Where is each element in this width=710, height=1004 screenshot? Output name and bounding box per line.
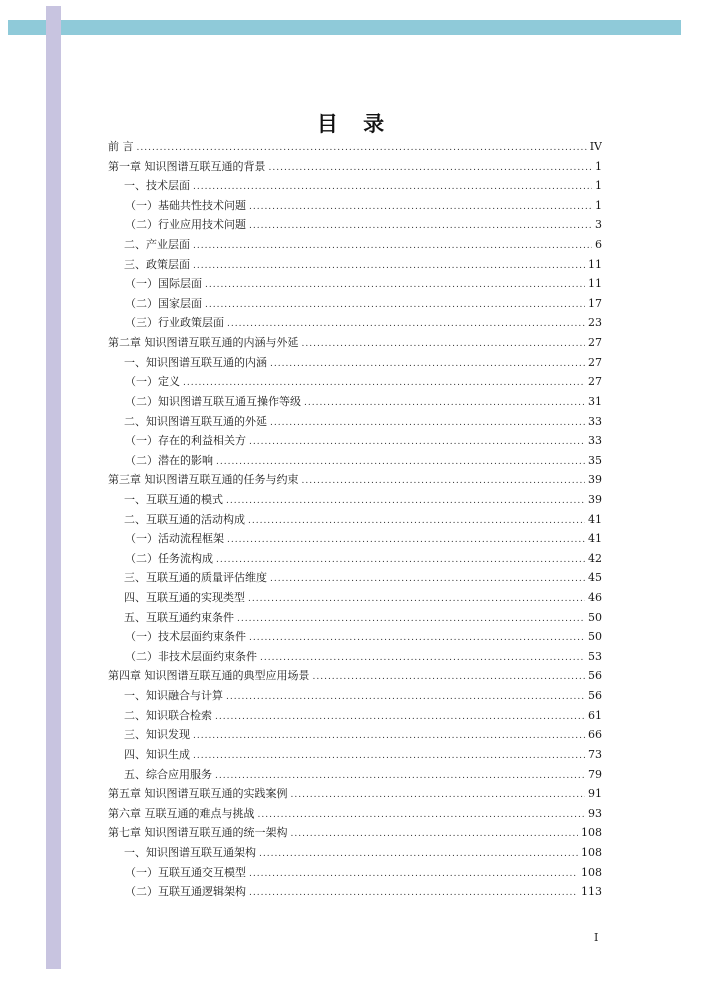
toc-entry-page: 11 (588, 257, 602, 271)
toc-entry-label: （一）国际层面 (125, 277, 202, 291)
toc-dot-leader (270, 414, 585, 432)
page-number: I (594, 931, 599, 944)
toc-dot-leader (215, 767, 585, 785)
toc-entry-label: （一）基础共性技术问题 (125, 198, 246, 212)
toc-dot-leader (249, 433, 585, 451)
toc-entry-page: 79 (588, 767, 602, 781)
toc-dot-leader (258, 806, 586, 824)
toc-entry-page: 23 (588, 316, 602, 330)
toc-entry-page: 50 (588, 630, 602, 644)
toc-chapter-entry[interactable] (108, 157, 602, 177)
toc-section-entry[interactable] (108, 765, 602, 785)
toc-chapter-entry[interactable] (108, 470, 602, 490)
toc-entry-page: 39 (588, 492, 602, 506)
toc-chapter-entry[interactable] (108, 333, 602, 353)
toc-dot-leader (313, 668, 586, 686)
toc-dot-leader (291, 825, 579, 843)
toc-section-entry[interactable] (108, 706, 602, 726)
toc-entry-label: （一）定义 (125, 375, 180, 389)
toc-entry-label: （一）互联互通交互模型 (125, 865, 246, 879)
toc-entry-page: 50 (588, 610, 602, 624)
toc-entry-label: 第六章 互联互通的难点与挑战 (108, 806, 255, 820)
toc-dot-leader (304, 394, 585, 412)
toc-subsection-entry[interactable] (108, 196, 602, 216)
toc-entry-label: 一、知识融合与计算 (124, 689, 223, 703)
toc-entry-label: 五、互联互通约束条件 (124, 610, 234, 624)
toc-entry-page: 108 (581, 845, 602, 859)
toc-entry-label: （一）技术层面约束条件 (125, 630, 246, 644)
toc-chapter-entry[interactable] (108, 137, 602, 157)
toc-entry-label: （二）知识图谱互联互通互操作等级 (125, 394, 301, 408)
toc-entry-page: 56 (588, 669, 602, 683)
toc-dot-leader (205, 276, 585, 294)
toc-dot-leader (237, 610, 585, 628)
toc-entry-label: 一、技术层面 (124, 179, 190, 193)
toc-dot-leader (249, 198, 592, 216)
toc-entry-label: （二）行业应用技术问题 (125, 218, 246, 232)
side-decorative-band (46, 6, 61, 969)
toc-entry-label: 五、综合应用服务 (124, 767, 212, 781)
toc-entry-page: 27 (588, 336, 602, 350)
toc-section-entry[interactable] (108, 412, 602, 432)
toc-entry-page: 113 (581, 885, 602, 899)
toc-entry-page: 45 (588, 571, 602, 585)
toc-entry-label: 一、知识图谱互联互通的内涵 (124, 355, 267, 369)
toc-section-entry[interactable] (108, 745, 602, 765)
toc-entry-page: 1 (595, 159, 602, 173)
toc-subsection-entry[interactable] (108, 549, 602, 569)
toc-entry-label: 二、互联互通的活动构成 (124, 512, 245, 526)
toc-entry-label: 第二章 知识图谱互联互通的内涵与外延 (108, 336, 299, 350)
toc-entry-label: （二）潜在的影响 (125, 453, 213, 467)
page-title: 目 录 (316, 112, 394, 136)
toc-dot-leader (193, 237, 592, 255)
toc-entry-label: （二）国家层面 (125, 296, 202, 310)
toc-dot-leader (249, 217, 592, 235)
toc-subsection-entry[interactable] (108, 431, 602, 451)
toc-subsection-entry[interactable] (108, 392, 602, 412)
toc-dot-leader (248, 512, 585, 530)
toc-subsection-entry[interactable] (108, 294, 602, 314)
toc-section-entry[interactable] (108, 686, 602, 706)
toc-chapter-entry[interactable] (108, 666, 602, 686)
toc-section-entry[interactable] (108, 235, 602, 255)
toc-dot-leader (227, 531, 585, 549)
toc-entry-page: 41 (588, 512, 602, 526)
toc-dot-leader (270, 355, 585, 373)
toc-section-entry[interactable] (108, 588, 602, 608)
toc-entry-page: 33 (588, 434, 602, 448)
toc-section-entry[interactable] (108, 843, 602, 863)
toc-entry-label: 一、互联互通的模式 (124, 492, 223, 506)
toc-entry-page: 3 (595, 218, 602, 232)
toc-dot-leader (260, 649, 585, 667)
toc-entry-label: 二、知识图谱互联互通的外延 (124, 414, 267, 428)
toc-entry-page: 41 (588, 532, 602, 546)
toc-entry-page: 31 (588, 394, 602, 408)
toc-subsection-entry[interactable] (108, 863, 602, 883)
toc-dot-leader (216, 551, 585, 569)
toc-entry-label: 第五章 知识图谱互联互通的实践案例 (108, 787, 288, 801)
toc-subsection-entry[interactable] (108, 647, 602, 667)
toc-dot-leader (249, 865, 578, 883)
toc-entry-page: 35 (588, 453, 602, 467)
toc-dot-leader (227, 315, 585, 333)
toc-entry-label: （二）任务流构成 (125, 551, 213, 565)
toc-entry-label: 一、知识图谱互联互通架构 (124, 845, 256, 859)
top-decorative-band (8, 20, 681, 35)
toc-entry-label: 前 言 (108, 140, 134, 153)
toc-entry-label: （二）非技术层面约束条件 (125, 649, 257, 663)
toc-entry-label: （二）互联互通逻辑架构 (125, 885, 246, 899)
toc-entry-label: （一）活动流程框架 (125, 532, 224, 546)
toc-entry-page: 6 (595, 238, 602, 252)
toc-dot-leader (193, 178, 592, 196)
toc-entry-label: （三）行业政策层面 (125, 316, 224, 330)
toc-dot-leader (302, 472, 586, 490)
toc-entry-label: （一）存在的利益相关方 (125, 434, 246, 448)
toc-dot-leader (193, 257, 585, 275)
toc-dot-leader (226, 492, 585, 510)
toc-dot-leader (183, 374, 585, 392)
toc-entry-page: 17 (588, 296, 602, 310)
toc-section-entry[interactable] (108, 725, 602, 745)
toc-subsection-entry[interactable] (108, 529, 602, 549)
toc-section-entry[interactable] (108, 176, 602, 196)
toc-entry-label: 三、互联互通的质量评估维度 (124, 571, 267, 585)
toc-entry-page: IV (589, 140, 602, 153)
toc-subsection-entry[interactable] (108, 372, 602, 392)
toc-dot-leader (249, 629, 585, 647)
toc-section-entry[interactable] (108, 608, 602, 628)
toc-entry-page: 61 (588, 708, 602, 722)
toc-entry-page: 91 (588, 787, 602, 801)
toc-entry-page: 39 (588, 473, 602, 487)
toc-section-entry[interactable] (108, 353, 602, 373)
toc-chapter-entry[interactable] (108, 804, 602, 824)
toc-entry-page: 66 (588, 728, 602, 742)
toc-entry-page: 11 (588, 277, 602, 291)
toc-subsection-entry[interactable] (108, 627, 602, 647)
toc-subsection-entry[interactable] (108, 882, 602, 902)
toc-entry-page: 108 (581, 826, 602, 840)
toc-subsection-entry[interactable] (108, 215, 602, 235)
toc-entry-page: 53 (588, 649, 602, 663)
table-of-contents (108, 137, 602, 902)
toc-subsection-entry[interactable] (108, 274, 602, 294)
toc-section-entry[interactable] (108, 510, 602, 530)
toc-subsection-entry[interactable] (108, 313, 602, 333)
toc-entry-label: 第七章 知识图谱互联互通的统一架构 (108, 826, 288, 840)
toc-dot-leader (302, 335, 586, 353)
toc-entry-page: 27 (588, 375, 602, 389)
toc-entry-page: 1 (595, 179, 602, 193)
toc-entry-label: 第三章 知识图谱互联互通的任务与约束 (108, 473, 299, 487)
toc-dot-leader (205, 296, 585, 314)
toc-dot-leader (226, 688, 585, 706)
toc-entry-page: 93 (588, 806, 602, 820)
toc-entry-label: 三、政策层面 (124, 257, 190, 271)
toc-entry-page: 33 (588, 414, 602, 428)
toc-dot-leader (259, 845, 578, 863)
toc-entry-page: 27 (588, 355, 602, 369)
toc-entry-label: 第一章 知识图谱互联互通的背景 (108, 159, 266, 173)
toc-entry-page: 108 (581, 865, 602, 879)
toc-entry-label: 四、互联互通的实现类型 (124, 591, 245, 605)
toc-dot-leader (269, 159, 593, 177)
toc-section-entry[interactable] (108, 490, 602, 510)
toc-entry-label: 第四章 知识图谱互联互通的典型应用场景 (108, 669, 310, 683)
toc-entry-label: 四、知识生成 (124, 747, 190, 761)
toc-entry-page: 56 (588, 689, 602, 703)
toc-section-entry[interactable] (108, 568, 602, 588)
toc-entry-page: 1 (595, 198, 602, 212)
toc-dot-leader (248, 590, 585, 608)
toc-dot-leader (216, 453, 585, 471)
toc-chapter-entry[interactable] (108, 823, 602, 843)
toc-entry-label: 三、知识发现 (124, 728, 190, 742)
toc-dot-leader (291, 786, 586, 804)
toc-dot-leader (270, 570, 585, 588)
toc-dot-leader (137, 139, 587, 157)
toc-chapter-entry[interactable] (108, 784, 602, 804)
toc-dot-leader (193, 727, 585, 745)
toc-entry-label: 二、产业层面 (124, 238, 190, 252)
toc-section-entry[interactable] (108, 255, 602, 275)
toc-entry-label: 二、知识联合检索 (124, 708, 212, 722)
toc-dot-leader (215, 708, 585, 726)
toc-entry-page: 46 (588, 591, 602, 605)
toc-dot-leader (193, 747, 585, 765)
toc-entry-page: 42 (588, 551, 602, 565)
toc-dot-leader (249, 884, 578, 902)
toc-entry-page: 73 (588, 747, 602, 761)
toc-subsection-entry[interactable] (108, 451, 602, 471)
